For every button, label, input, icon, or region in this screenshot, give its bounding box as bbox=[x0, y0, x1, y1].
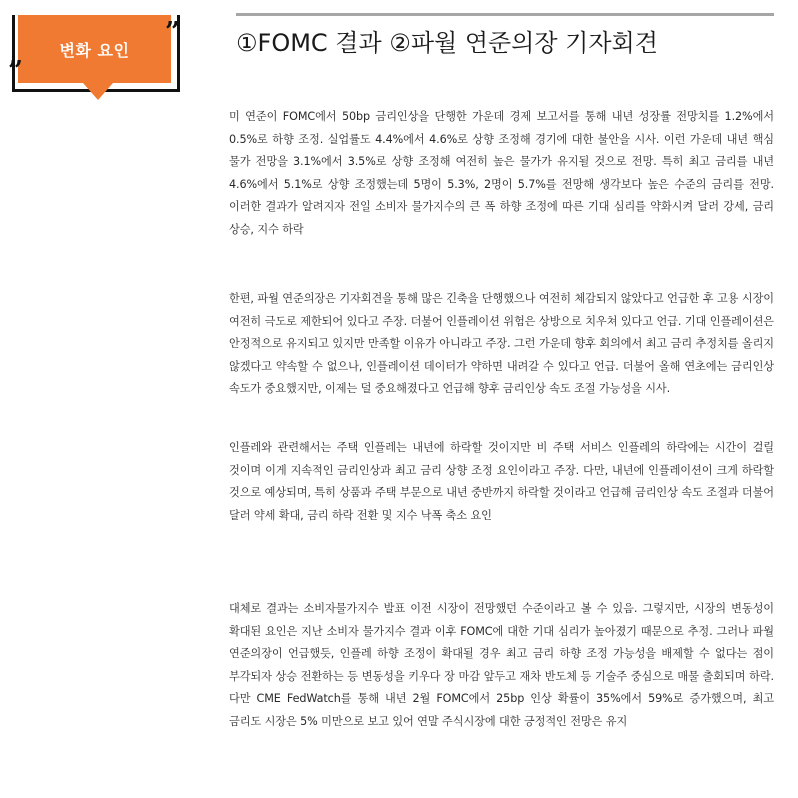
tag-pointer bbox=[83, 83, 113, 100]
paragraph-inflation: 인플레와 관련해서는 주택 인플레는 내년에 하락할 것이지만 비 주택 서비스 인플레의 하락에는 시간이 걸릴 것이며 이게 지속적인 금리인상과 최고 금리 상향 조정 요인이라고 주장. 다만, 내년에 인플레이션이 크게 하락할 것으로 예상되며, 특히 상품과 주택 부문으로 내년 중반까지 하락할 것이라고 언급해 금리인상 속도 조절과 더불어 달러 약세 확대, 금리 하락 전환 및 지수 낙폭 축소 요인 bbox=[229, 441, 774, 522]
paragraph-summary: 대체로 결과는 소비자물가지수 발표 이전 시장이 전망했던 수준이라고 볼 수 있음. 그렇지만, 시장의 변동성이 확대된 요인은 지난 소비자 물가지수 결과 이후 FOMC에 대한 기대 심리가 높아졌기 때문으로 추정. 그러나 파월 연준의장이 언급했듯, 인플레 하향 조정이 확대될 경우 최고 금리 하향 조정 가능성을 배제할 수 없다는 점이 부각되자 상승 전환하는 등 변동성을 키우다 장 마감 앞두고 재차 반도체 등 기술주 중심으로 매물 출회되며 하락. 다만 CME FedWatch를 통해 내년 2월 FOMC에서 25bp 인상 확률이 35%에서 59%로 증가했으며, 최고 금리도 시장은 5% 미만으로 보고 있어 연말 주식시장에 대한 긍정적인 전망은 유지 bbox=[229, 602, 774, 728]
quote-mark-icon: ” bbox=[165, 17, 180, 47]
paragraph-fomc-result: 미 연준이 FOMC에서 50bp 금리인상을 단행한 가운데 경제 보고서를 통해 내년 성장률 전망치를 1.2%에서 0.5%로 하향 조정. 실업률도 4.4%에서 4.6%로 상향 조정해 경기에 대한 불안을 시사. 이런 가운데 내년 핵심 물가 전망을 3.1%에서 3.5%로 상향 조정해 여전히 높은 물가가 유지될 것으로 전망. 특히 최고 금리를 내년 4.6%에서 5.1%로 상향 조정했는데 5명이 5.3%, 2명이 5.7%를 전망해 생각보다 높은 수준의 금리를 전망. 이러한 결과가 알려지자 전일 소비자 물가지수의 큰 폭 하향 조정에 따른 기대 심리를 약화시켜 달러 강세, 금리 상승, 지수 하락 bbox=[229, 110, 774, 236]
page-title: ①FOMC 결과 ②파월 연준의장 기자회견 bbox=[236, 29, 658, 57]
tag-label: 변화 요인 bbox=[59, 40, 130, 60]
tag-label-box bbox=[18, 15, 171, 83]
title-divider bbox=[236, 13, 774, 16]
quote-mark-icon: ” bbox=[8, 56, 23, 86]
paragraph-powell-press: 한편, 파월 연준의장은 기자회견을 통해 많은 긴축을 단행했으나 여전히 체감되지 않았다고 언급한 후 고용 시장이 여전히 극도로 제한되어 있다고 주장. 더불어 인플레이션 위험은 상방으로 치우쳐 있다고 언급. 기대 인플레이션은 안정적으로 유지되고 있지만 만족할 이유가 아니라고 주장. 그런 가운데 향후 회의에서 최고 금리 추정치를 올리지 않겠다고 약속할 수 없으나, 인플레이션 데이터가 약하면 내려갈 수 있다고 언급. 더불어 올해 연초에는 금리인상 속도가 중요했지만, 이제는 덜 중요해졌다고 언급해 향후 금리인상 속도 조절 가능성을 시사. bbox=[229, 292, 774, 396]
section-tag bbox=[12, 15, 182, 110]
